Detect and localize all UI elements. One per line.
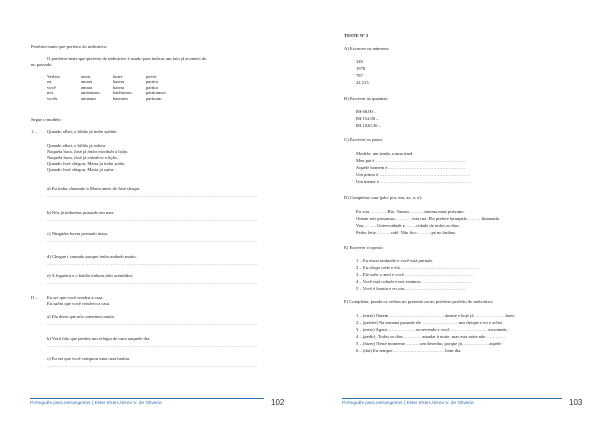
example-line: Eu sabia que você vendera a casa. (47, 301, 111, 306)
table-row: eu amara batera partira (47, 79, 158, 85)
exercise-item: c) Ninguém havia pensado nisso. (47, 231, 109, 236)
list-item: Vou…. …..Universidade e……..cidade de todos os dias. (356, 223, 460, 228)
list-item: 5 – Você é bonita e eu sou ………………………………… (356, 286, 466, 291)
answer-line[interactable]: …………………………………………………………………………………………………………………… (47, 238, 258, 243)
list-item: 3 – (estar) Agora……………… escrevendo e você …………………… escutando. (356, 327, 508, 332)
list-item: 787 (356, 73, 363, 78)
table-header: partir (146, 74, 157, 79)
section-label: D) Completar com (pão, por, em, ao, a, à): (344, 195, 423, 200)
exercise-item: a) Eu tinha chamado a Maria antes de José chegar. (47, 186, 141, 191)
answer-line[interactable]: …………………………………………………………………………………………………………………… (47, 343, 258, 348)
section-label: C) Escrever os pares: (344, 137, 384, 142)
answer-line[interactable]: …………………………………………………………………………………………………………………… (47, 280, 258, 285)
answer-line[interactable]: …………………………………………………………………………………………………………………… (47, 261, 258, 266)
list-item: 6 – (dar) Eu sempre …………………………… bom dia. (356, 348, 462, 353)
page-number: 102 (271, 398, 285, 407)
list-item: 5 – (fazer) Neste momento ………um desenho, porque já………………aquele (356, 341, 502, 346)
table-row: nós amáramos batêramos partíramos (47, 90, 166, 96)
table-row: vocês amaram bateram partiram (47, 95, 162, 101)
list-item: Um menor e…………………………………………………… (356, 179, 471, 184)
example-line: Quando olhei, o bilião já subira (47, 143, 106, 148)
table-header: bater (113, 74, 123, 79)
page-footer: Português para estrangeiros | Ester Ester Abreu V. de Oliveira (30, 401, 162, 406)
list-item: Pedro leite……….café. Não fico……….pé no ônibus. (356, 230, 457, 235)
table-header: Verbos (47, 74, 60, 79)
list-item: Modelo: um irmão a uma irmã. (356, 151, 414, 156)
exercise-item: d) Chegue i cansado porque tinha andado muito. (47, 254, 137, 259)
example-line: Naquela hora, José já entedera a lição. (47, 155, 118, 160)
right-page (300, 0, 600, 424)
list-item: 1 – Eu estou andando e você está parada. (356, 258, 433, 263)
table-row: você amara batera partira (47, 84, 158, 90)
page-footer: Português para estrangeiros | Ester Ester Abreu V. de Oliveira (342, 401, 474, 406)
example-line: Naquela hora, José já tinha entedido a lição. (47, 149, 129, 154)
table-header: amar (81, 74, 91, 79)
section-label: F) Completar, pondo os verbos no presente ou no pretérito perfeito do indicativo: (344, 299, 494, 304)
verb-conjugation-table (47, 74, 166, 101)
list-item: Eu vou…………Rio. Vamos……….cinema mais próximo. (356, 209, 465, 214)
list-item: Ontem nós passamos……….. esta rua. Ela prefere laranjada……….limonada. (356, 216, 500, 221)
answer-line[interactable]: …………………………………………………………………………………………………………………… (47, 321, 258, 326)
list-item: 3 – Ele sobe o anel e você ……………………………………… (356, 272, 474, 277)
page-number: 103 (569, 398, 583, 407)
list-item: Um primo é…………………………………………………… (356, 172, 471, 177)
answer-line[interactable]: …………………………………………………………………………………………………………………… (47, 193, 258, 198)
list-item: R$ 152,00 – (356, 116, 379, 121)
footer-rule (342, 398, 562, 399)
answer-line[interactable]: …………………………………………………………………………………………………………………… (47, 363, 258, 368)
list-item: 1 – (estar) Ontem……………………………… doente e hoje já…………………bom. (356, 313, 515, 318)
list-item: 4 – (pedir) ;Todos os dias………… amadar à noite, mas esta noite não ………… (356, 334, 505, 339)
answer-line[interactable]: …………………………………………………………………………………………………………………… (47, 217, 258, 222)
intro-text: no passado. (31, 62, 53, 67)
footer-rule (30, 398, 264, 399)
section-label: A) Escrever os números: (344, 46, 390, 51)
intro-text: O pretérito-mais-que-perfeito do indicativo é usado para indicar um fato já aconteci do (47, 56, 207, 61)
list-item: 22.215 (356, 80, 369, 85)
example-line: Eu sei que você vendeu a casa. (47, 295, 104, 300)
exercise-marker: 1 – (31, 129, 37, 134)
exercise-item: a) Ela disse que nós comemos muito. (47, 314, 116, 319)
list-item: 2 – (perder) Na semana passada ele ……………………um cheque e eu o achei. (356, 320, 504, 325)
list-item: Aquele homem é…………………………………………… (356, 165, 466, 170)
example-line: Quando José chegou, Maria já saíra. (47, 167, 115, 172)
list-item: R$ 1020,30 – (356, 123, 381, 128)
exercise-marker: II – (31, 295, 38, 300)
example-line: Quando José chegou, Maria já tinha saído. (47, 161, 126, 166)
exercise-item: b) Nós já tínhamos passado em mar. (47, 210, 115, 215)
exercise-item: b) Você falo que perdeu um relógio de ouro naquele dia. (47, 336, 151, 341)
model-label: Segue o modelo: (31, 117, 62, 122)
list-item: 2 – Eu chego cedo e ela …………………………………………… (356, 265, 479, 270)
test-title: TESTE Nº 2 (344, 33, 369, 38)
section-label: B) Escrever as quantias: (344, 96, 389, 101)
exercise-item: c) Eu sei que você comprou uma casa bonita. (47, 356, 131, 361)
list-item: 340 (356, 59, 363, 64)
exercise-item: e) A fogueira e o bailão tinham sido acendidos. (47, 273, 134, 278)
list-item: R$ 68,00 – (356, 109, 377, 114)
page-heading: Pretérito-mais-que-perfeito do indicativo: (31, 44, 108, 49)
list-item: Meu pai é…………………………………………………… (356, 158, 467, 163)
list-item: 4 – Você está calado e nós estamos …………………………… (356, 279, 473, 284)
list-item: 1978 (356, 66, 366, 71)
example-line: Quando olhei, o bilião já tinha subido. (47, 129, 118, 134)
section-label: E) Escrever o oposto: (344, 245, 384, 250)
